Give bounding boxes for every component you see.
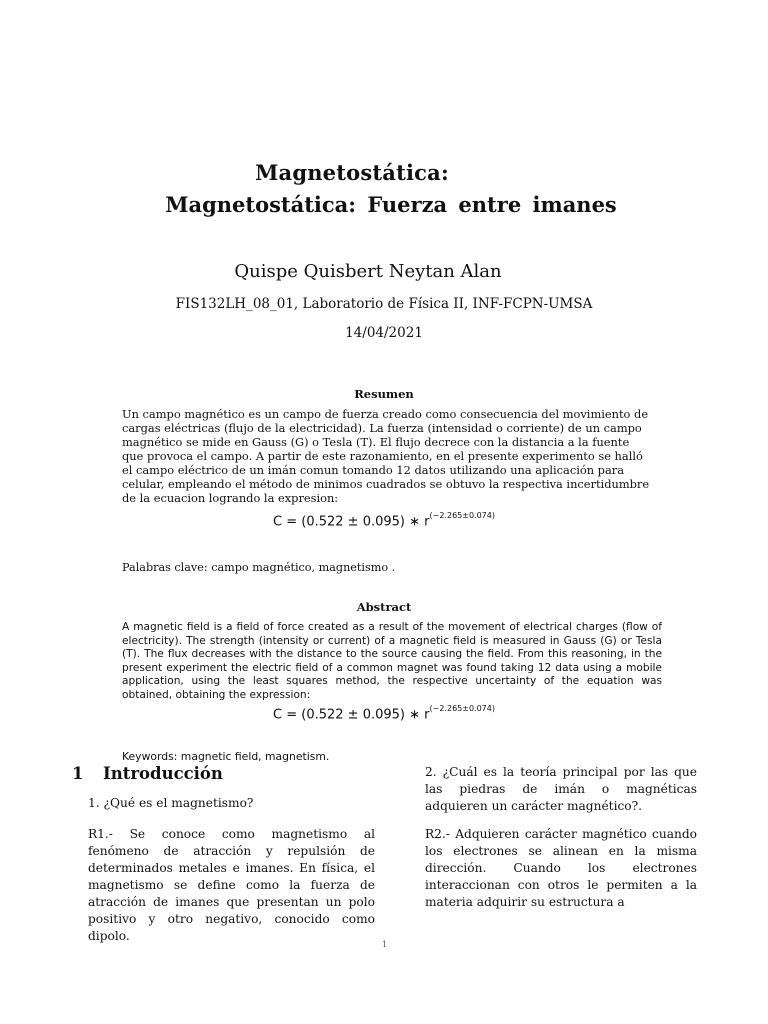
answer-1: R1.- Se conoce como magnetismo al fenómeno de atracción y repulsión de determinados metales e imanes. En física, el magnetismo se define como la fuerza de atracción de imanes que presentan un polo positivo y otro negativo, conocido como dipolo.	[88, 827, 375, 943]
equation-base: C = (0.522 ± 0.095) ∗ r	[273, 514, 430, 530]
author-name: Quispe Quisbert Neytan Alan	[234, 261, 502, 282]
resumen-text: Un campo magnético es un campo de fuerza creado como consecuencia del movimiento de cargas eléctricas (flujo de la electricidad). La fuerza (intensidad o corriente) de un campo magnético se mide en Gauss (G) o Tesla (T). El flujo decrece con la distancia a la fuente que provoca el campo. A partir de este razonamiento, en el presente experimento se halló el campo eléctrico de un imán comun tomando 12 datos utilizando una aplicación para celular, empleando el método de minimos cuadrados se obtuvo la respectiva incertidumbre de la ecuacion logrando la expresion:	[122, 407, 650, 505]
equation-base: C = (0.522 ± 0.095) ∗ r	[273, 707, 430, 723]
question-1: 1. ¿Qué es el magnetismo?	[88, 796, 254, 810]
answer-2: R2.- Adquieren carácter magnético cuando los electrones se alinean en la misma dirección. Cuando los electrones interaccionan con otros le permiten a la materia adquirir su estructura a	[425, 827, 697, 909]
resumen-equation	[0, 513, 768, 529]
keywords: Keywords: magnetic field, magnetism.	[122, 750, 330, 763]
affiliation: FIS132LH_08_01, Laboratorio de Física II, INF-FCPN-UMSA	[175, 296, 593, 312]
section-number: 1	[72, 764, 84, 783]
abstract-heading: Abstract	[356, 600, 412, 614]
page-number: 1	[382, 940, 388, 949]
title-line-2: Magnetostática: Fuerza entre imanes	[165, 192, 617, 217]
abstract-text: A magnetic field is a field of force created as a result of the movement of electrical charges (flow of electricity). The strength (intensity or current) of a magnetic field is measured in Gauss (G) or Tesla (T). The flux decreases with the distance to the source causing the field. From this reasoning, in the present experiment the electric field of a common magnet was found taking 12 data using a mobile application, using the least squares method, the respective uncertainty of the equation was obtained, obtaining the expression:	[122, 621, 662, 701]
section-title: Introducción	[103, 764, 223, 783]
date: 14/04/2021	[345, 325, 423, 341]
equation-exponent: (−2.265±0.074)	[429, 704, 495, 713]
resumen-heading: Resumen	[354, 387, 414, 401]
question-2: 2. ¿Cuál es la teoría principal por las que las piedras de imán o magnéticas adquieren un carácter magnético?.	[425, 765, 697, 813]
abstract-equation	[0, 706, 768, 722]
title-line-1: Magnetostática:	[255, 160, 449, 185]
palabras-clave: Palabras clave: campo magnético, magnetismo .	[122, 561, 396, 574]
section-heading	[72, 764, 223, 783]
equation-exponent: (−2.265±0.074)	[429, 511, 495, 520]
